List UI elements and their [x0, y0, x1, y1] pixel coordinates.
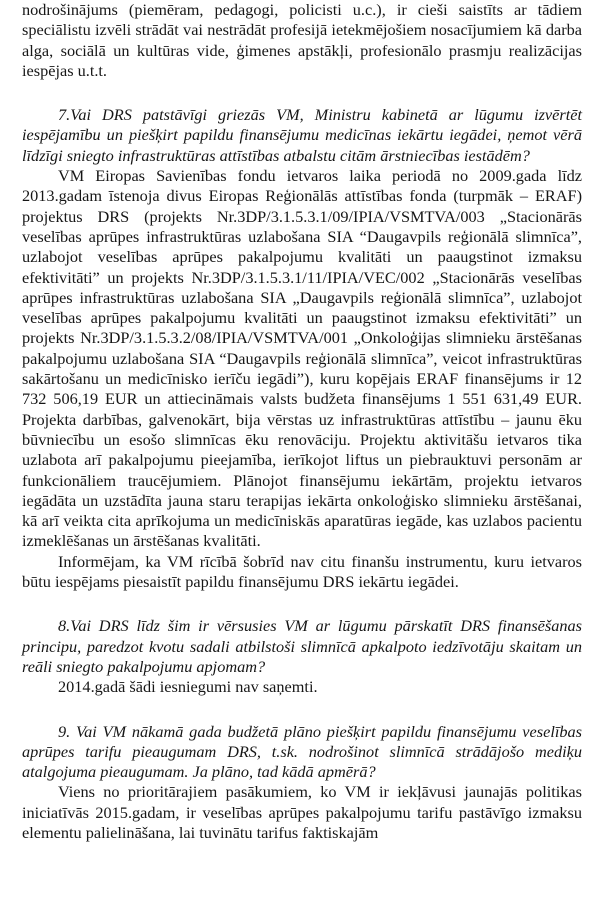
document-page: [22, 0, 582, 843]
question-7: 7.Vai DRS patstāvīgi griezās VM, Ministru kabinetā ar lūgumu izvērtēt iespējamību un piešķirt papildu finansējumu medicīnas iekārtu iegādei, ņemot vērā līdzīgi sniegto infrastruktūras attīstības atbalstu citām ārstniecības iestādēm?: [22, 105, 582, 165]
question-8: 8.Vai DRS līdz šim ir vērsusies VM ar lūgumu pārskatīt DRS finansēšanas principu, paredzot kvotu sadali atbilstoši slimnīcā apkalpoto iedzīvotāju skaitam un reāli sniegto pakalpojumu apjomam?: [22, 616, 582, 676]
answer-7-paragraph-2: Informējam, ka VM rīcībā šobrīd nav citu finanšu instrumentu, kuru ietvaros būtu iespējams piesaistīt papildu finansējumu DRS iekārtu iegādei.: [22, 551, 582, 592]
answer-7-paragraph-1: VM Eiropas Savienības fondu ietvaros laika periodā no 2009.gada līdz 2013.gadam īstenoja divus Eiropas Reģionālās attīstības fonda (turpmāk – ERAF) projektus DRS (projekts Nr.3DP/3.1.5.3.1/09/IPIA/VSMTVA/003 „Stacionārās veselības aprūpes infrastruktūras uzlabošana SIA “Daugavpils reģionālā slimnīca”, uzlabojot veselības aprūpes pakalpojumu kvalitāti un paaugstinot izmaksu efektivitāti” un projekts Nr.3DP/3.1.5.3.1/11/IPIA/VEC/002 „Stacionārās veselības aprūpes infrastruktūras uzlabošana SIA „Daugavpils reģionālā slimnīca”, uzlabojot veselības aprūpes pakalpojumu kvalitāti un paaugstinot izmaksu efektivitāti” un projekts Nr.3DP/3.1.5.3.2/08/IPIA/VSMTVA/001 „Onkoloģijas slimnieku ārstēšanas pakalpojumu uzlabošana SIA “Daugavpils reģionālā slimnīca”, veicot infrastruktūras sakārtošanu un medicīnisko ierīču iegādi”), kuru kopējais ERAF finansējums ir 12 732 506,19 EUR un attiecināmais valsts budžeta finansējums 1 551 631,49 EUR. Projekta darbības, galvenokārt, bija vērstas uz infrastruktūras attīstību – jaunu ēku būvniecību un esošo slimnīcas ēku renovāciju. Projektu aktivitāšu ietvaros tika uzlabota arī pakalpojumu pieejamība, ierīkojot liftus un piebrauktuvi personām ar funkcionāliem traucējumiem. Plānojot finansējumu iekārtām, projektu ietvaros iegādāta un uzstādīta jauna staru terapijas iekārta onkoloģisko slimnieku ārstēšanai, kā arī veikta cita aprīkojuma un medicīniskās aparatūras iegāde, kas uzlabos pacientu izmeklēšanas un ārstēšanas kvalitāti.: [22, 166, 582, 551]
intro-paragraph: nodrošinājums (piemēram, pedagogi, policisti u.c.), ir cieši saistīts ar tādiem speciālistu izvēli strādāt vai nestrādāt profesijā ietekmējošiem nosacījumiem kā darba alga, sociālā un kultūras vide, ģimenes apstākļi, profesionālo prasmju realizācijas iespējas u.t.t.: [22, 0, 582, 80]
question-9: 9. Vai VM nākamā gada budžetā plāno piešķirt papildu finansējumu veselības aprūpes tarifu pieaugumam DRS, t.sk. nodrošinot slimnīcā strādājošo mediķu atalgojuma pieaugumam. Ja plāno, tad kādā apmērā?: [22, 721, 582, 782]
answer-9: Viens no prioritārajiem pasākumiem, ko VM ir iekļāvusi jaunajās politikas iniciatīvās 2015.gadam, ir veselības aprūpes pakalpojumu tarifu pastāvīgo izmaksu elementu palielināšana, lai tuvinātu tarifus faktiskajām: [22, 782, 582, 842]
answer-8: 2014.gadā šādi iesniegumi nav saņemti.: [58, 677, 318, 697]
